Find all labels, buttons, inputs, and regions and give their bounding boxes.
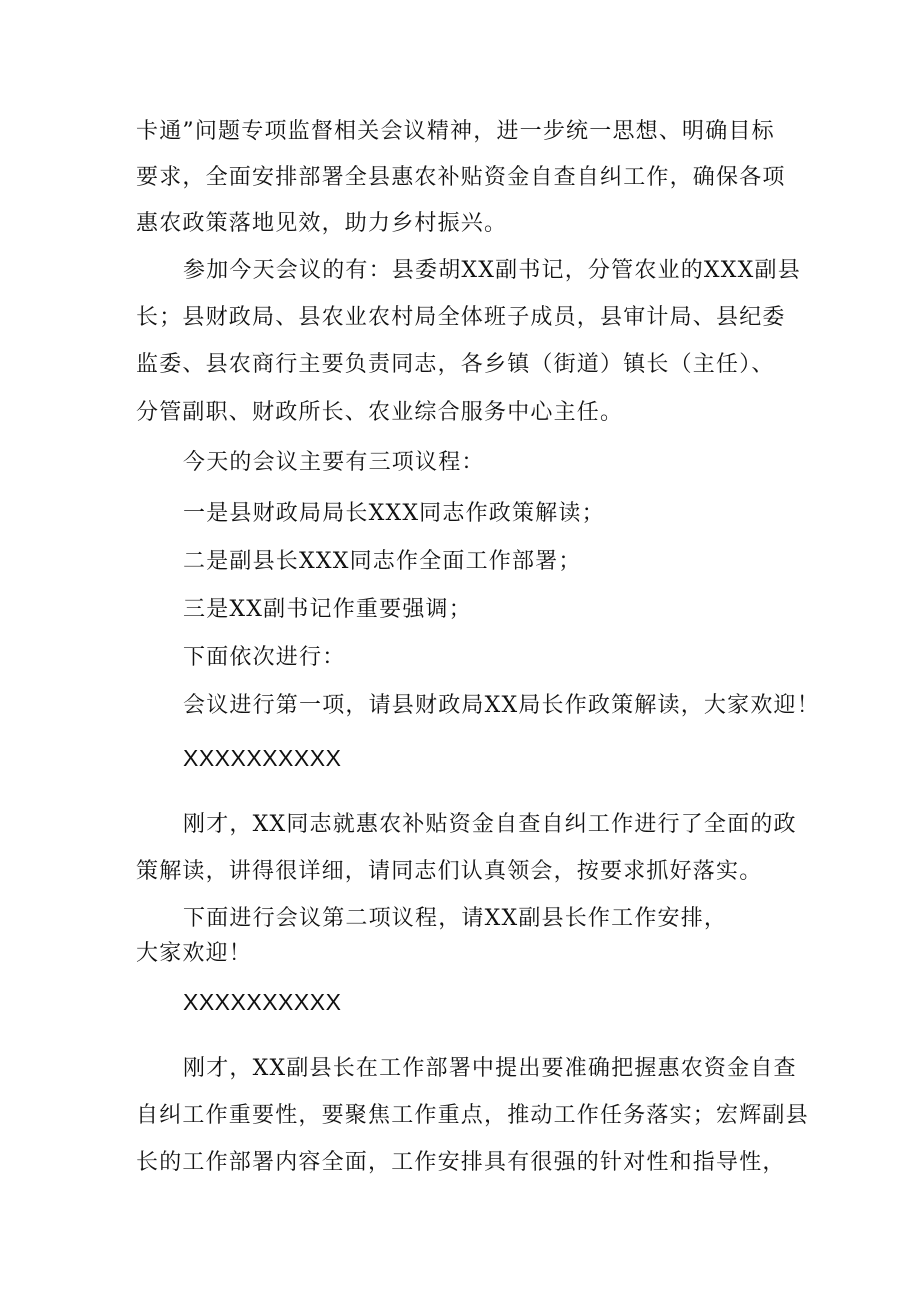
paragraph-line: 惠农政策落地见效，助力乡村振兴。 <box>136 211 508 236</box>
paragraph-line: 策解读，讲得很详细，请同志们认真领会，按要求抓好落实。 <box>136 859 763 884</box>
agenda-item-2: 二是副县长XXX同志作全面工作部署； <box>183 549 582 574</box>
paragraph-line: 会议进行第一项，请县财政局XX局长作政策解读，大家欢迎！ <box>183 693 820 718</box>
speech-placeholder: XXXXXXXXXX <box>183 989 342 1015</box>
paragraph-line: 要求，全面安排部署全县惠农补贴资金自查自纠工作，确保各项 <box>136 165 786 190</box>
paragraph-line: 自纠工作重要性，要聚焦工作重点，推动工作任务落实；宏辉副县 <box>136 1103 809 1128</box>
paragraph-line: 下面依次进行： <box>183 645 346 670</box>
agenda-item-1: 一是县财政局局长XXX同志作政策解读； <box>183 501 605 526</box>
paragraph-line: 分管副职、财政所长、农业综合服务中心主任。 <box>136 400 624 425</box>
paragraph-line: 大家欢迎！ <box>136 941 253 966</box>
paragraph-line: 刚才，XX副县长在工作部署中提出要准确把握惠农资金自查 <box>183 1056 797 1081</box>
speech-placeholder: XXXXXXXXXX <box>183 745 342 771</box>
paragraph-line: 长的工作部署内容全面，工作安排具有很强的针对性和指导性， <box>136 1150 786 1175</box>
paragraph-line: 监委、县农商行主要负责同志，各乡镇（街道）镇长（主任）、 <box>136 352 775 377</box>
paragraph-line: 参加今天会议的有：县委胡XX副书记，分管农业的XXX副县 <box>183 258 801 283</box>
paragraph-line: 卡通”问题专项监督相关会议精神，进一步统一思想、明确目标 <box>136 119 775 144</box>
paragraph-line: 刚才，XX同志就惠农补贴资金自查自纠工作进行了全面的政 <box>183 812 797 837</box>
agenda-item-3: 三是XX副书记作重要强调； <box>183 597 472 622</box>
paragraph-line: 下面进行会议第二项议程，请XX副县长作工作安排， <box>183 906 728 931</box>
agenda-intro: 今天的会议主要有三项议程： <box>183 450 485 475</box>
paragraph-line: 长；县财政局、县农业农村局全体班子成员，县审计局、县纪委 <box>136 305 786 330</box>
